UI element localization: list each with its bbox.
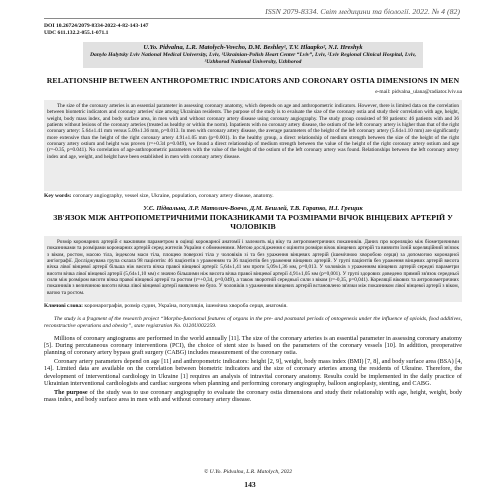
keywords-ua-text: коронарографія, розмір судин, Україна, популяція, ішемічна хвороба серця, анатомія. [84, 302, 288, 309]
keywords-en [44, 193, 462, 200]
doi-line: DOI 10.26724/2079-8334-2022-4-82-143-147 [44, 23, 149, 29]
abstract-ua-text: Розмір коронарних артерій є важливим параметром в оцінці коронарної анатомії і залежить від віку та антропометричних показників. Даних про кореляцію між біометричними показниками та розмірами коронарних артерій серед жителів України є обмеженими. Метою дослідження є оцінити розміри вічок вінцевих артерій та вивчити їхній кореляційний зв'язок з віком, ростом, масою тіла, індексом маси тіла, площею поверхні тіла у чоловіків зі та без ураження вінцевих артерій (ішемічною хворобою серця) за допомогою коронарної ангіографії. Досліджувана група склала 98 пацієнтів: 46 пацієнтів з ураженням та 36 пацієнтів без ураження вінцевих артерій. У групі пацієнтів без ураження вінцевих артерій висота вічка лівої вінцевої артерії більша ніж висота вічка правої вінцевої артерії: 5,64±1,41 мм проти 5,09±1,36 мм, p=0,013. У чоловіків з ураженням вінцевих артерій середні параметри висоти вічка лівої вінцевої артерії (5,64±1,10 мм) є значно більшими ніж висота вічка правої вінцевої артерії 4,91±1,05 мм (p=0,001). У групі здорових доведено прямий зв'язок середньої сили між розміром висоти вічка правої вінцевої артерії та ростом (r=+0,34, p=0,049), а також зворотній середньої сили з віком (r=-0,35, p=0,041). Кореляції вікових та антропометричних показників з величиною висоти вічка лівої вінцевої артерії виявлено не було. У чоловіків з ураженням вінцевих артерій встановлено зв'язки між показником лівої вінцевої артерії з віком, вагою та ростом. [47, 238, 459, 296]
journal-issn: ISSN 2079-8334. Світ медицини та біології. 2022. № 4 (82) [265, 7, 460, 16]
paragraph-lead: The purpose [54, 388, 88, 396]
abstract-en-text: The size of the coronary arteries is an essential parameter in assessing coronary anatomy, which depends on age and anthropometric indicators. However, there is limited data on the correlation between biometric indicators and coronary arteries' size among Ukrainian residents. The purpose of the study is to evaluate the size of the coronary ostia and study their correlation with age, height, weight, body mass index, and body surface area, in men with and without coronary artery disease using coronary angiography. The study group consisted of 98 patients: 46 patients with and 36 patients without lesions of the coronary arteries (treated as healthy or within the norm). Inpatients with no coronary artery disease, the ostium of the left coronary artery is higher than that of the right coronary artery: 5.64±1.41 mm versus 5.09±1.36 mm, p=0.013. In men with coronary artery disease, the average parameters of the height of the left coronary artery (5.64±1.10 mm) are significantly more extensive than the height of the right coronary artery 4.91±1.05 mm (p=0.001). In the healthy group, a direct relationship of medium strength between the size of the height of the right coronary artery ostium and height was proven (r=+0.34 p=0.049), we found a direct relationship of medium strength between the value of the height of the right coronary artery ostium and age (r=-0.35, p=0.041). No correlation of age-anthropometric parameters with the value of the height of the ostium of the left coronary artery was found. Relationships between the left coronary artery index and age, weight, and height have been established in men with coronary artery disease. [47, 103, 459, 160]
udc-line: UDC 611.132.2-055.1-071.1 [44, 30, 109, 37]
article-ids [44, 23, 462, 37]
body-paragraph [44, 389, 462, 404]
article-title-en: RELATIONSHIP BETWEEN ANTHROPOMETRIC INDICATORS AND CORONARY OSTIA DIMENSIONS IN MEN [46, 76, 460, 86]
page-number: 143 [244, 480, 256, 489]
article-page [44, 23, 462, 431]
copyright: © U.Yo. Pidvalna, L.R. Matolych, 2022 [204, 469, 293, 475]
contact-email: e-mail: pidvalna_ulana@radiator.lviv.ua [375, 89, 462, 95]
authors-ua: У.Є. Підвальна, Л.Р. Матолич-Вовчо, Д.М. Бешлей, Т.В. Гарапко, Н.І. Грещик [143, 205, 363, 212]
abstract-ua [44, 236, 462, 302]
body-paragraph [44, 358, 462, 387]
paragraph-text: Millions of coronary angiograms are performed in the world annually [11]. The size of the coronary arteries is an essential parameter in assessing coronary anatomy [5]. During percutaneous coronary interventions (PCI), the choice of stent size is based on the parameters of the coronary vessels [10]. In addition, preoperative planning of coronary artery bypass graft surgery (CABG) includes measurement of the coronary ostia. [44, 334, 462, 357]
study-note: The study is a fragment of the research project “Morpho-functional features of organs in the pre- and postnatal periods of ontogenesis under the influence of opioids, food additives, reconstructive operations and obesity”, state registration No. 0120U002259. [44, 315, 462, 329]
authors-en: U.Yo. Pidvalna, L.R. Matolych-Vovcho, D.M. Beshley¹, T.V. Hlaapko², N.I. Hreshyk [143, 44, 363, 52]
affiliations: Danylo Halytsky Lviv National Medical University, Lviv, ¹Ukrainian-Polish Heart Center “Lviv”, Lviv, ²Lviv Regional Clinical Hospital, Lviv, ³Uzhhorod National University, Uzhhorod [90, 52, 416, 66]
paragraph-text: Coronary artery parameters depend on age [11] and anthropometric indicators: height [2, 9], weight, body mass index (BMI) [7, 8], and body surface area (BSA) [4, 14]. Limited data are available on the correlation between biometric indicators and the size of coronary arteries among the residents of Ukraine. Therefore, the development of interventional cardiology in Ukraine [1] requires an analysis of intravital coronary anatomy. Results could be implemented in the daily practice of Ukrainian interventional cardiologists and cardiac surgeons when planning and performing coronary angiography, balloon angioplasty, stenting, and CABG. [44, 358, 462, 387]
body-text [44, 335, 462, 431]
paragraph-text: of the study was to use coronary angiography to evaluate the coronary ostia dimensions and study their relationship with age, height, weight, body mass index, and body surface area in men with and without coronary artery disease. [44, 388, 462, 403]
journal-header [44, 6, 460, 19]
keywords-en-label: Key words: [44, 193, 72, 199]
keywords-en-text: coronary angiography, vessel size, Ukraine, population, coronary artery disease, anatomy. [72, 193, 274, 199]
keywords-ua [44, 303, 462, 310]
abstract-en [44, 100, 462, 191]
keywords-ua-label: Ключові слова: [44, 302, 84, 309]
authors-block [83, 42, 423, 68]
body-paragraph [44, 335, 462, 357]
article-title-ua: ЗВ'ЯЗОК МІЖ АНТРОПОМЕТРИЧНИМИ ПОКАЗНИКАМИ ТА РОЗМІРАМИ ВІЧОК ВІНЦЕВИХ АРТЕРІЙ У ЧОЛОВІКІВ [53, 213, 453, 232]
